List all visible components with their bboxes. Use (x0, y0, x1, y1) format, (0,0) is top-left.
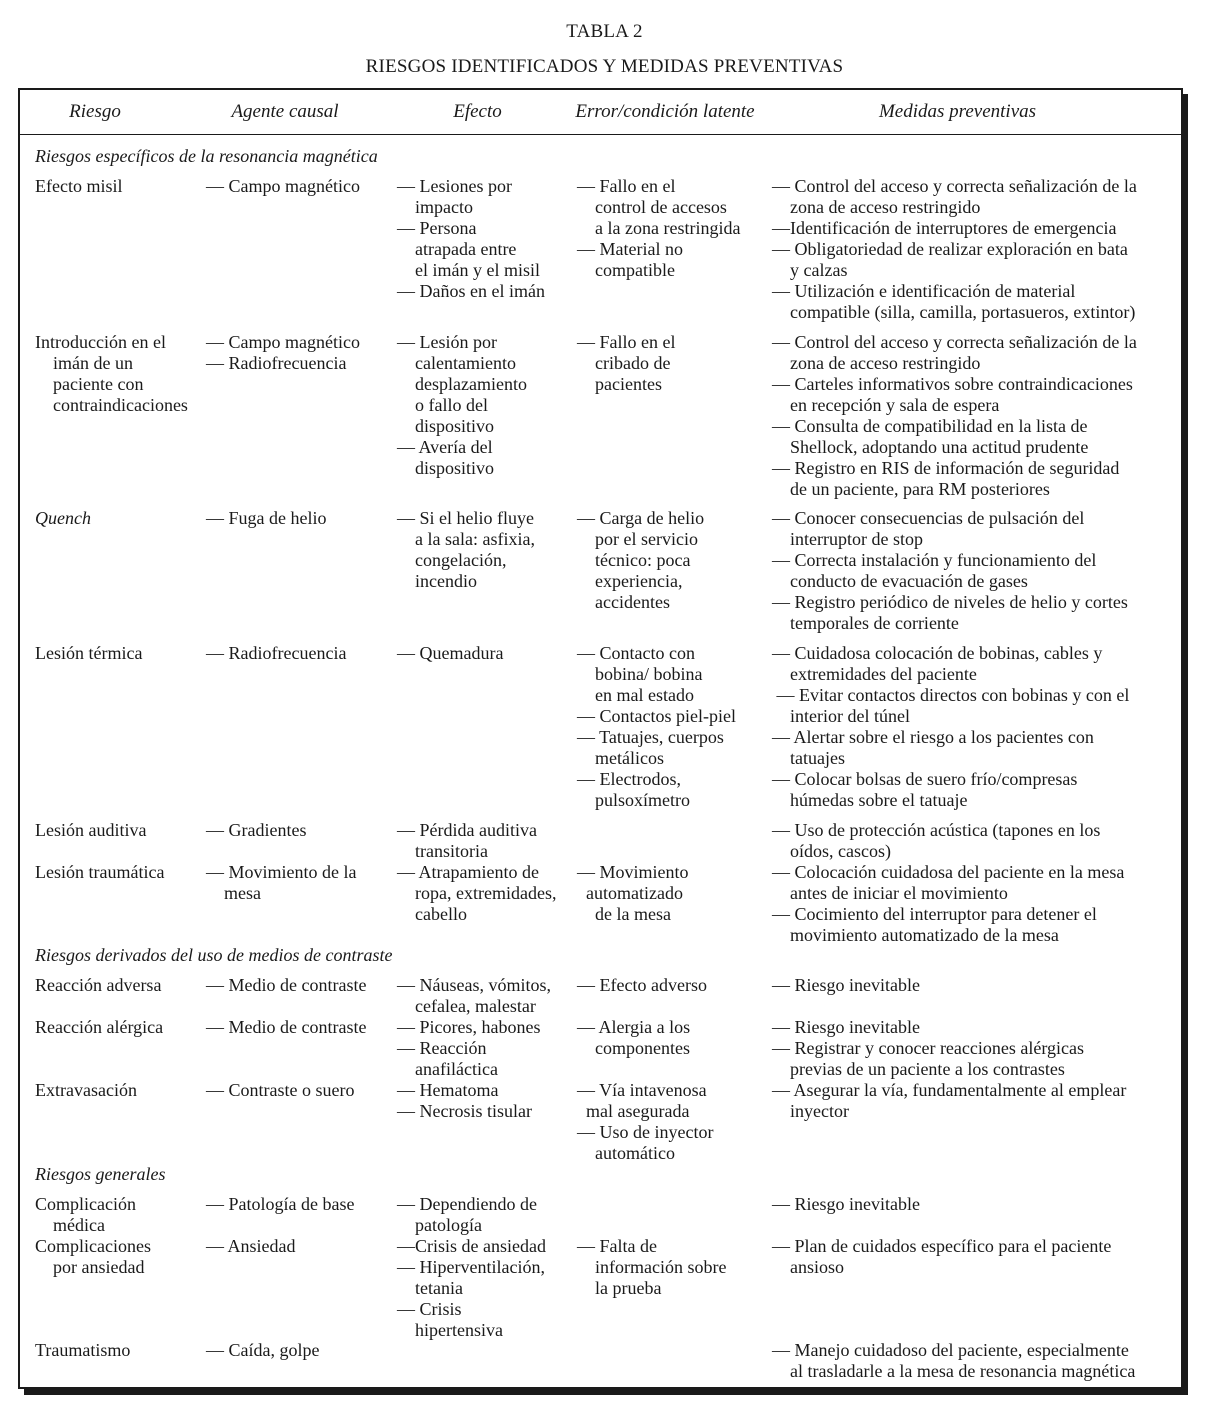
cell-riesgo: Lesión auditiva (35, 820, 147, 840)
cell-efecto: — Hematoma — Necrosis tisular (397, 1080, 532, 1121)
cell-efecto: — Lesión por calentamiento desplazamiento o fallo del dispositivo — Avería del dispositivo (397, 332, 527, 478)
frame-shadow (24, 1389, 1188, 1395)
section-title: Riesgos derivados del uso de medios de contraste (35, 945, 393, 965)
cell-agente-causal: — Medio de contraste (206, 1017, 367, 1037)
cell-efecto: — Pérdida auditiva transitoria (397, 820, 537, 861)
cell-riesgo: Traumatismo (35, 1340, 131, 1360)
cell-agente-causal: — Radiofrecuencia (206, 643, 347, 663)
cell-riesgo: Complicaciones por ansiedad (35, 1236, 151, 1277)
cell-riesgo: Introducción en el imán de un paciente con contraindicaciones (35, 332, 188, 415)
cell-error-condicion: — Vía intavenosa mal asegurada — Uso de inyector automático (577, 1080, 714, 1163)
cell-error-condicion: — Movimiento automatizado de la mesa (577, 862, 689, 924)
cell-efecto: — Lesiones por impacto — Persona atrapada entre el imán y el misil — Daños en el imán (397, 176, 545, 301)
section-title: Riesgos específicos de la resonancia magnética (35, 146, 378, 166)
header-error-condicion: Error/condición latente (575, 101, 755, 122)
table-number: TABLA 2 (566, 21, 643, 42)
cell-error-condicion: — Alergia a los componentes (577, 1017, 691, 1058)
frame-shadow (1183, 94, 1188, 1395)
cell-medidas: — Manejo cuidadoso del paciente, especialmente al trasladarle a la mesa de resonancia magnética (772, 1340, 1136, 1381)
header-agente-causal: Agente causal (231, 101, 339, 122)
cell-error-condicion: — Carga de helio por el servicio técnico: poca experiencia, accidentes (577, 508, 705, 612)
cell-efecto: — Si el helio fluye a la sala: asfixia, congelación, incendio (397, 508, 535, 591)
cell-riesgo: Reacción adversa (35, 975, 162, 995)
cell-agente-causal: — Medio de contraste (206, 975, 367, 995)
header-efecto: Efecto (453, 101, 502, 122)
cell-riesgo: Reacción alérgica (35, 1017, 164, 1037)
cell-error-condicion: — Fallo en el cribado de pacientes (577, 332, 676, 394)
cell-efecto: —Crisis de ansiedad — Hiperventilación, tetania — Crisis hipertensiva (397, 1236, 546, 1340)
cell-medidas: — Cuidadosa colocación de bobinas, cables y extremidades del paciente — Evitar contactos directos con bobinas y con el interior del túnel — Alertar sobre el riesgo a los pacientes con tatuajes — Colocar bolsas de suero frío/compresas húmedas sobre el tatuaje (772, 643, 1130, 810)
cell-error-condicion: — Falta de información sobre la prueba (577, 1236, 727, 1298)
cell-agente-causal: — Campo magnético — Radiofrecuencia (206, 332, 360, 373)
cell-medidas: — Riesgo inevitable (772, 1194, 920, 1214)
cell-agente-causal: — Movimiento de la mesa (206, 862, 357, 903)
cell-agente-causal: — Patología de base (206, 1194, 355, 1214)
cell-medidas: — Uso de protección acústica (tapones en los oídos, cascos) (772, 820, 1101, 861)
cell-medidas: — Plan de cuidados específico para el paciente ansioso (772, 1236, 1112, 1277)
cell-riesgo: Complicación médica (35, 1194, 136, 1235)
cell-riesgo: Lesión térmica (35, 643, 143, 663)
cell-agente-causal: — Contraste o suero (206, 1080, 355, 1100)
cell-agente-causal: — Fuga de helio (206, 508, 327, 528)
cell-medidas: — Asegurar la vía, fundamentalmente al emplear inyector (772, 1080, 1127, 1121)
section-title: Riesgos generales (35, 1164, 166, 1184)
cell-medidas: — Conocer consecuencias de pulsación del interruptor de stop — Correcta instalación y funcionamiento del conducto de evacuación de gases — Registro periódico de niveles de helio y cortes temporales de corriente (772, 508, 1128, 633)
cell-agente-causal: — Caída, golpe (206, 1340, 320, 1360)
cell-error-condicion: — Fallo en el control de accesos a la zona restringida — Material no compatible (577, 176, 741, 280)
header-riesgo: Riesgo (69, 101, 121, 122)
cell-riesgo: Lesión traumática (35, 862, 165, 882)
cell-efecto: — Quemadura (397, 643, 504, 663)
cell-riesgo: Quench (35, 508, 91, 528)
cell-medidas: — Riesgo inevitable — Registrar y conocer reacciones alérgicas previas de un paciente a los contrastes (772, 1017, 1085, 1079)
cell-medidas: — Control del acceso y correcta señalización de la zona de acceso restringido — Carteles informativos sobre contraindicaciones en recepción y sala de espera — Consulta de compatibilidad en la lista de Shellock, adoptando una actitud prudente — Registro en RIS de información de seguridad de un paciente, para RM posteriores (772, 332, 1137, 499)
cell-efecto: — Picores, habones — Reacción anafiláctica (397, 1017, 541, 1079)
cell-efecto: — Náuseas, vómitos, cefalea, malestar (397, 975, 551, 1016)
cell-medidas: — Colocación cuidadosa del paciente en la mesa antes de iniciar el movimiento — Cocimiento del interruptor para detener el movimiento automatizado de la mesa (772, 862, 1125, 945)
header-divider (20, 134, 1181, 135)
cell-error-condicion: — Contacto con bobina/ bobina en mal estado — Contactos piel-piel — Tatuajes, cuerpos metálicos — Electrodos, pulsoxímetro (577, 643, 736, 810)
cell-agente-causal: — Ansiedad (206, 1236, 296, 1256)
cell-error-condicion: — Efecto adverso (577, 975, 707, 995)
cell-riesgo: Efecto misil (35, 176, 123, 196)
cell-agente-causal: — Campo magnético (206, 176, 360, 196)
cell-efecto: — Dependiendo de patología (397, 1194, 537, 1235)
cell-riesgo: Extravasación (35, 1080, 137, 1100)
cell-efecto: — Atrapamiento de ropa, extremidades, cabello (397, 862, 557, 924)
cell-medidas: — Control del acceso y correcta señalización de la zona de acceso restringido —Identificación de interruptores de emergencia — Obligatoriedad de realizar exploración en bata y calzas — Utilización e identificación de material compatible (silla, camilla, portasueros, extintor) (772, 176, 1137, 322)
cell-medidas: — Riesgo inevitable (772, 975, 920, 995)
table-title: RIESGOS IDENTIFICADOS Y MEDIDAS PREVENTIVAS (365, 56, 844, 77)
cell-agente-causal: — Gradientes (206, 820, 307, 840)
header-medidas: Medidas preventivas (878, 101, 1037, 122)
